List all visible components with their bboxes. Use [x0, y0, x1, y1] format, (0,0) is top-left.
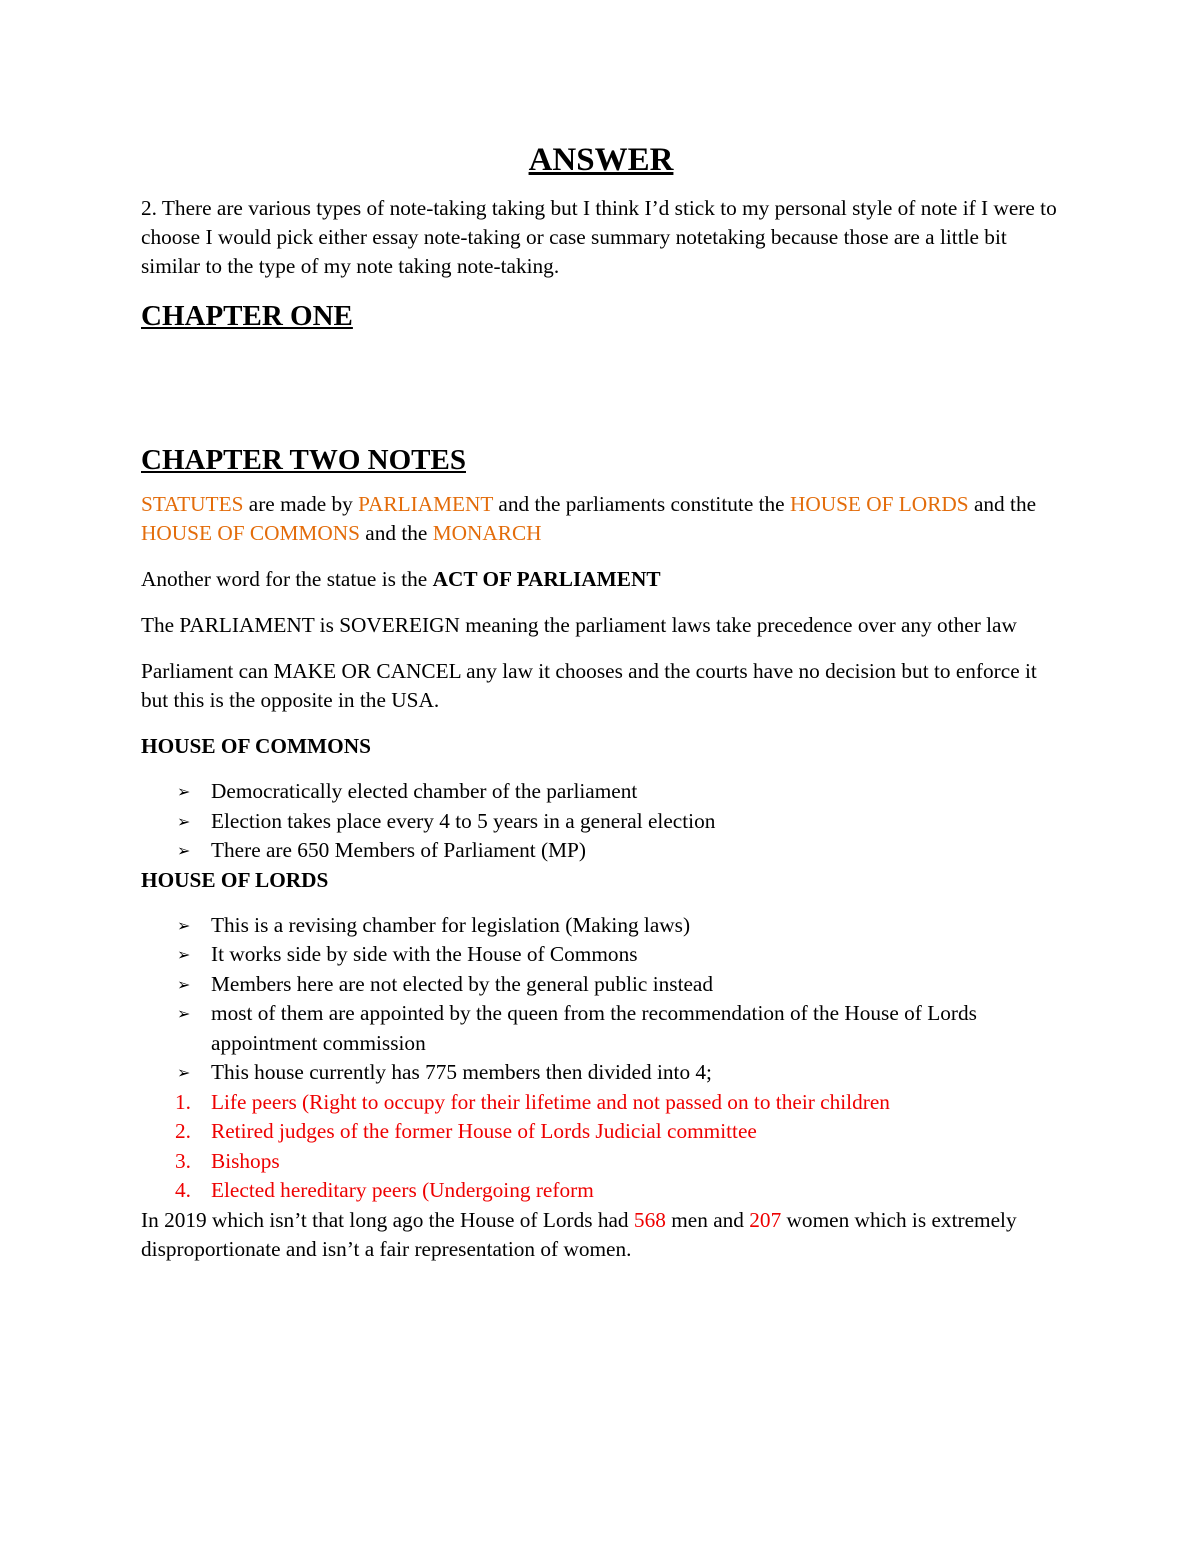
list-item-text: There are 650 Members of Parliament (MP)	[211, 838, 586, 862]
list-item-text: Members here are not elected by the general public instead	[211, 971, 714, 996]
list-item	[141, 911, 1061, 941]
act-text: Another word for the statue is the	[141, 567, 433, 591]
numbered-item	[141, 1088, 1061, 1118]
sovereign-paragraph: The PARLIAMENT is SOVEREIGN meaning the parliament laws take precedence over any other law	[141, 613, 1017, 637]
house-of-commons-heading: HOUSE OF COMMONS	[141, 734, 371, 758]
list-item	[141, 970, 1061, 1000]
statutes-term: STATUTES	[141, 492, 244, 516]
women-count: 207	[749, 1207, 782, 1232]
statutes-text-2: and the parliaments constitute the	[493, 492, 790, 516]
arrow-bullet-icon: ➢	[177, 974, 191, 994]
list-item	[141, 836, 1061, 866]
lords-categories-list	[141, 1088, 1061, 1206]
monarch-term: MONARCH	[432, 521, 542, 545]
numbered-item-text: Bishops	[211, 1148, 280, 1173]
house-of-lords-heading: HOUSE OF LORDS	[141, 867, 329, 892]
numbered-item	[141, 1147, 1061, 1177]
house-of-commons-term: HOUSE OF COMMONS	[141, 521, 360, 545]
closing-paragraph	[141, 1206, 1061, 1264]
statutes-text-3: and the	[968, 492, 1037, 516]
list-item-text: This is a revising chamber for legislation (Making laws)	[211, 912, 691, 937]
chapter-one-heading: CHAPTER ONE	[141, 300, 353, 332]
arrow-bullet-icon: ➢	[177, 841, 191, 860]
list-item	[141, 1058, 1061, 1088]
numbered-item-text: Life peers (Right to occupy for their lifetime and not passed on to their children	[211, 1089, 890, 1114]
list-item-text: It works side by side with the House of Commons	[211, 942, 638, 966]
parliament-term: PARLIAMENT	[358, 492, 494, 516]
closing-text-1: In 2019 which isn’t that long ago the House of Lords had	[141, 1207, 634, 1232]
numbered-item	[141, 1176, 1061, 1206]
list-item	[141, 777, 1061, 807]
arrow-bullet-icon: ➢	[177, 1004, 191, 1023]
arrow-bullet-icon: ➢	[177, 945, 191, 964]
statutes-paragraph	[141, 490, 1061, 548]
make-cancel-paragraph: Parliament can MAKE OR CANCEL any law it chooses and the courts have no decision but to enforce it but this is the opposite in the USA.	[141, 659, 1037, 712]
arrow-bullet-icon: ➢	[177, 782, 191, 801]
list-item	[141, 999, 1061, 1058]
statutes-text-4: and the	[359, 521, 433, 545]
item-number: 4.	[175, 1178, 191, 1202]
list-item-text: Democratically elected chamber of the parliament	[211, 779, 638, 803]
house-of-lords-term: HOUSE OF LORDS	[789, 492, 969, 516]
men-count: 568	[633, 1207, 666, 1232]
commons-list	[141, 777, 1061, 866]
document-body	[141, 140, 1061, 1281]
act-of-parliament-term: ACT OF PARLIAMENT	[432, 567, 661, 591]
list-item-text: This house currently has 775 members then divided into 4;	[211, 1060, 712, 1084]
list-item-text: Election takes place every 4 to 5 years in a general election	[211, 808, 716, 833]
page-title: ANSWER	[528, 142, 674, 178]
numbered-item	[141, 1117, 1061, 1147]
act-paragraph	[141, 565, 1061, 594]
chapter-two-heading: CHAPTER TWO NOTES	[141, 444, 466, 476]
item-number: 3.	[175, 1148, 191, 1173]
item-number: 2.	[175, 1119, 191, 1143]
numbered-item-text: Retired judges of the former House of Lords Judicial committee	[211, 1119, 757, 1143]
item-number: 1.	[175, 1089, 191, 1114]
closing-text-3: women which is extremely disproportionate and isn’t a fair representation of women.	[141, 1207, 1017, 1261]
list-item	[141, 807, 1061, 837]
arrow-bullet-icon: ➢	[177, 811, 191, 831]
list-item-text: most of them are appointed by the queen from the recommendation of the House of Lords appointment commission	[211, 1001, 977, 1055]
arrow-bullet-icon: ➢	[177, 915, 191, 935]
statutes-text-1: are made by	[243, 492, 359, 516]
lords-list	[141, 911, 1061, 1088]
closing-text-2: men and	[665, 1207, 750, 1232]
list-item	[141, 940, 1061, 970]
arrow-bullet-icon: ➢	[177, 1063, 191, 1082]
intro-paragraph: 2. There are various types of note-taking taking but I think I’d stick to my personal style of note if I were to choose I would pick either essay note-taking or case summary notetaking because those are a little bit similar to the type of my note taking note-taking.	[141, 196, 1057, 278]
numbered-item-text: Elected hereditary peers (Undergoing reform	[211, 1178, 594, 1202]
